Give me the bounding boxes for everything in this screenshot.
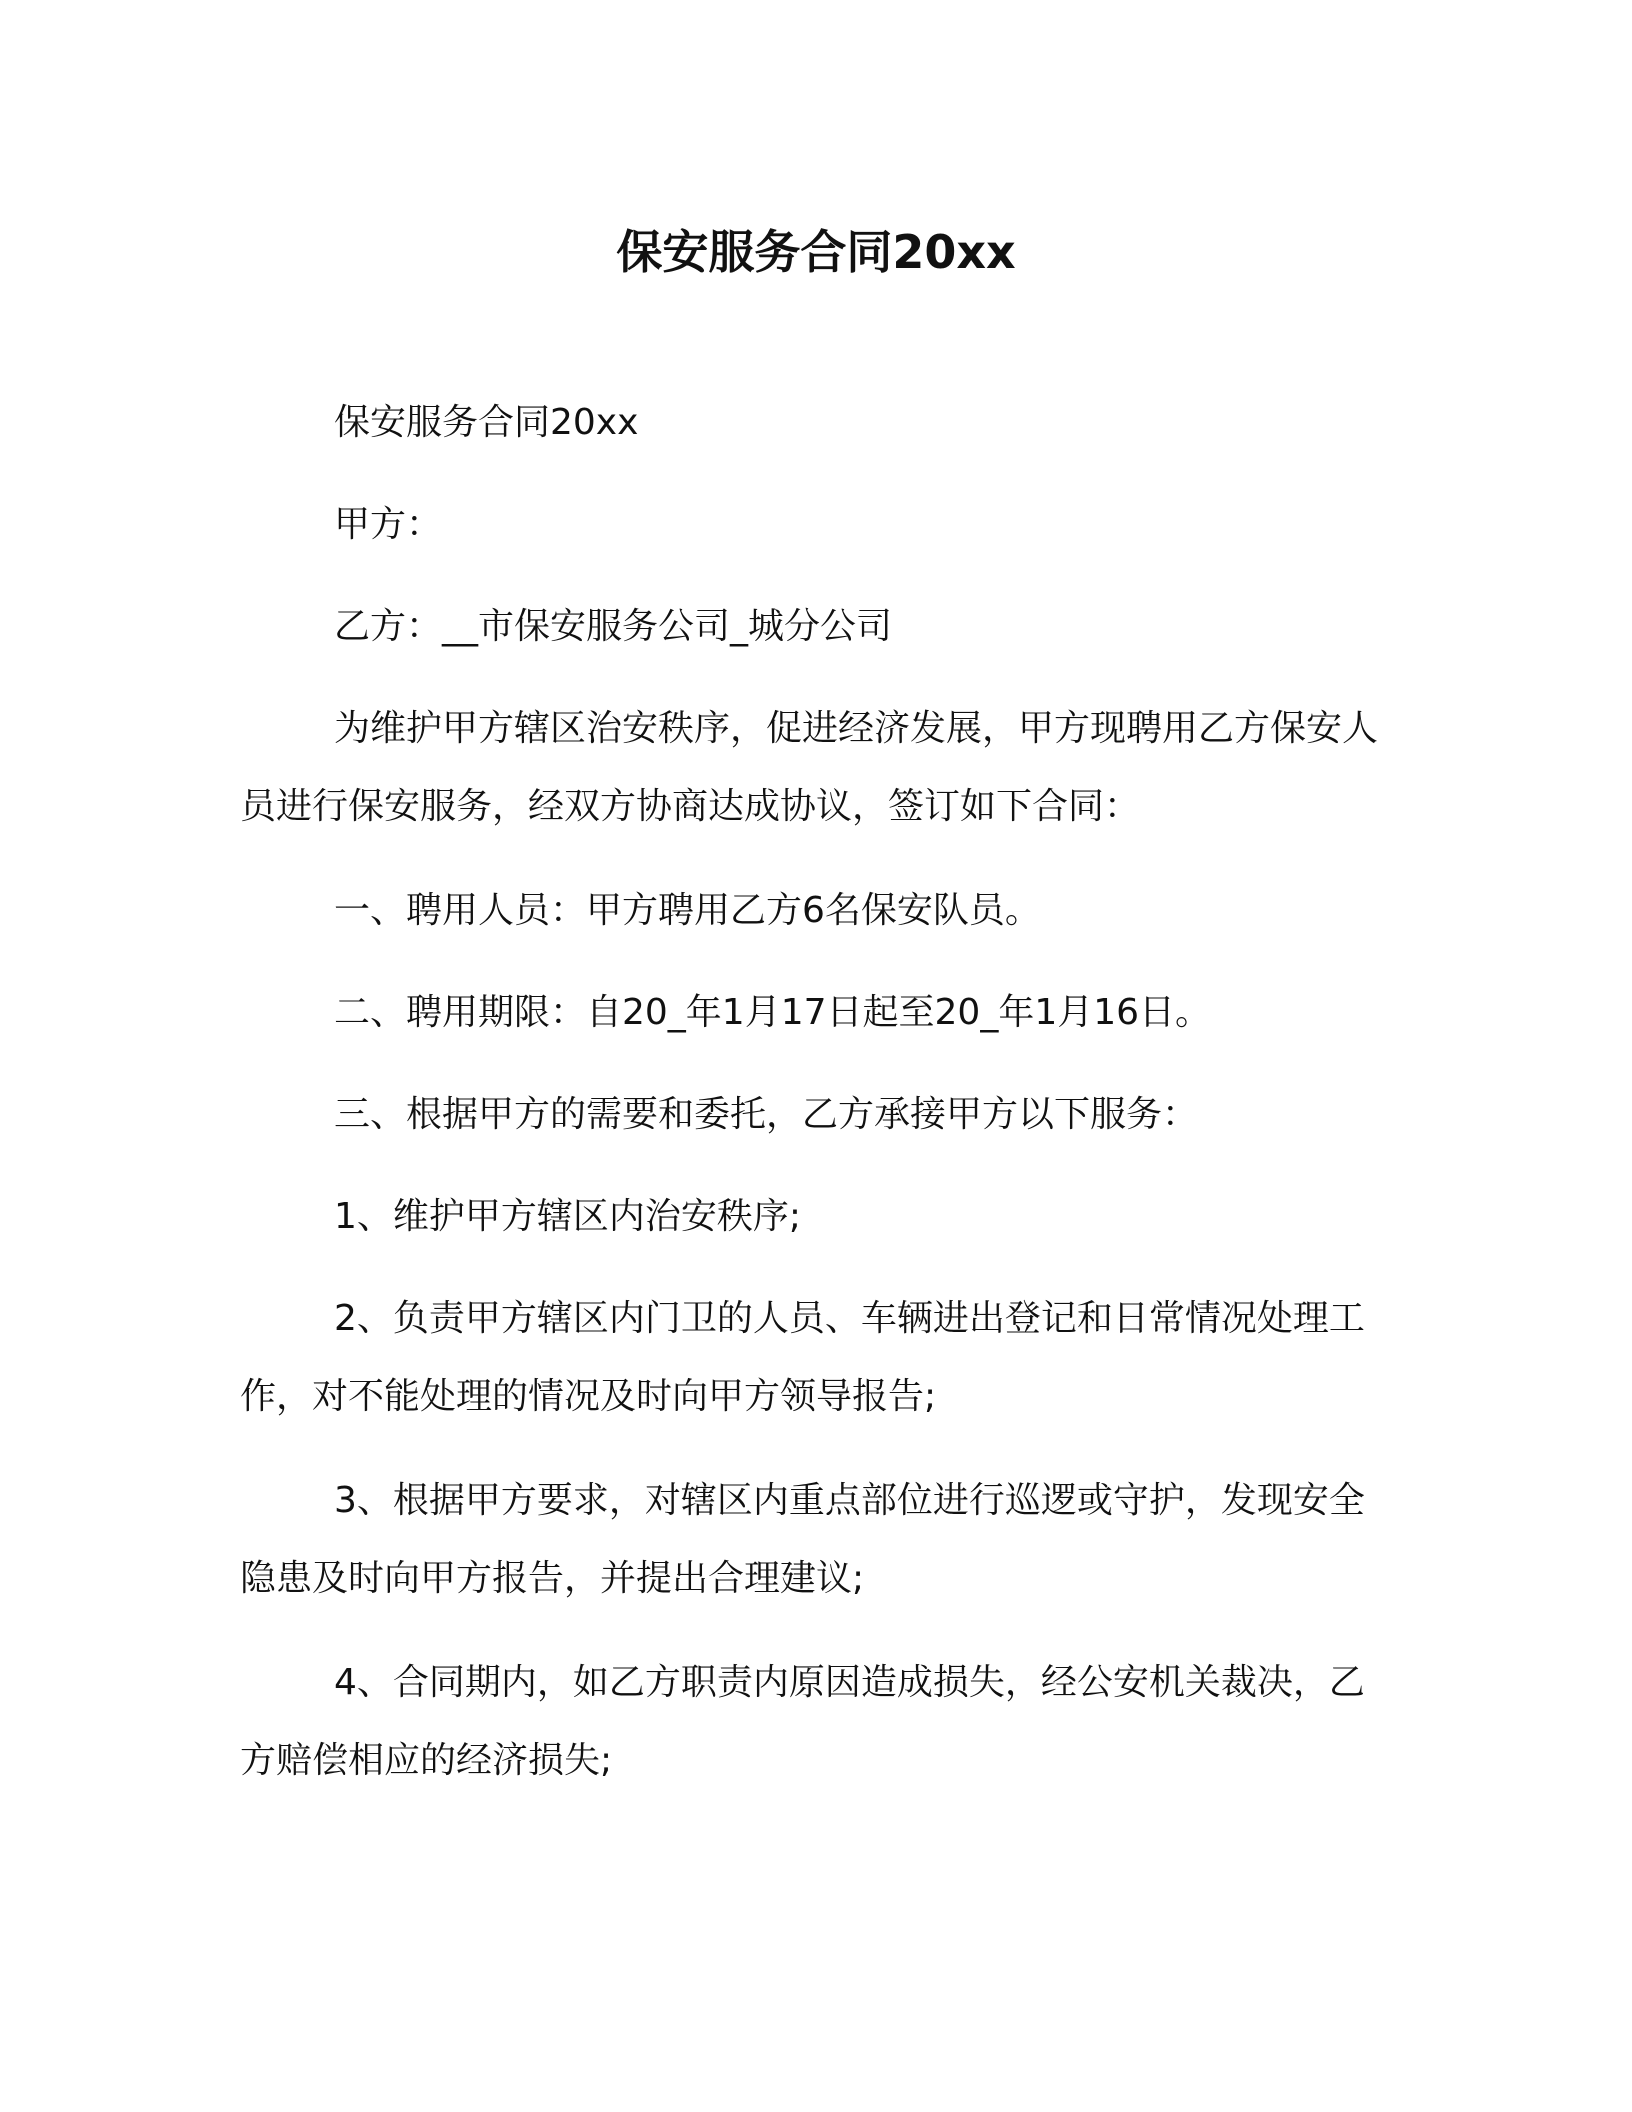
paragraph-party-a: 甲方：	[334, 504, 443, 545]
paragraph-item-1: 1、维护甲方辖区内治安秩序;	[334, 1196, 802, 1237]
paragraph-clause-3: 三、根据甲方的需要和委托，乙方承接甲方以下服务：	[334, 1094, 1199, 1135]
paragraph-clause-2: 二、聘用期限：自20_年1月17日起至20_年1月16日。	[334, 992, 1212, 1033]
paragraph-item-2: 2、负责甲方辖区内门卫的人员、车辆进出登记和日常情况处理工作，对不能处理的情况及时向甲方领导报告;	[240, 1298, 1365, 1417]
paragraph-item-3: 3、根据甲方要求，对辖区内重点部位进行巡逻或守护，发现安全隐患及时向甲方报告，并提出合理建议;	[240, 1480, 1365, 1599]
paragraph-heading: 保安服务合同20xx	[334, 402, 639, 443]
paragraph-item-4: 4、合同期内，如乙方职责内原因造成损失，经公安机关裁决，乙方赔偿相应的经济损失;	[240, 1662, 1365, 1781]
paragraph-party-b: 乙方：__市保安服务公司_城分公司	[334, 606, 893, 647]
paragraph-clause-1: 一、聘用人员：甲方聘用乙方6名保安队员。	[334, 890, 1041, 931]
paragraph-preamble: 为维护甲方辖区治安秩序，促进经济发展，甲方现聘用乙方保安人员进行保安服务，经双方协商达成协议，签订如下合同：	[240, 708, 1379, 827]
document-title: 保安服务合同20xx	[616, 225, 1016, 279]
